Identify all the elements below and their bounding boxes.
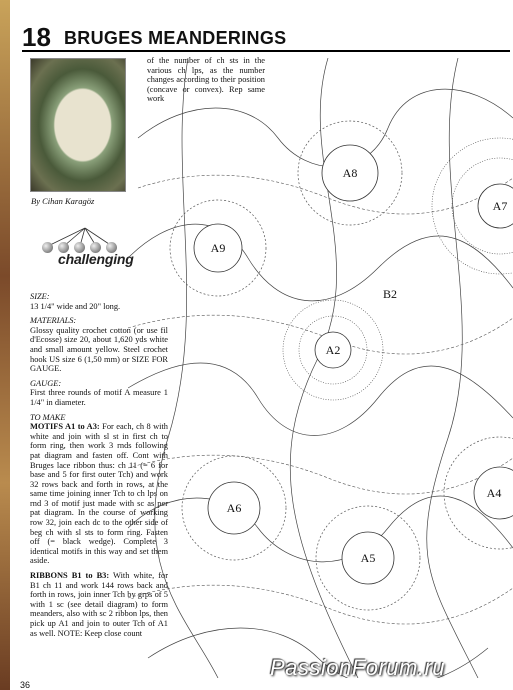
motif-a8 (298, 121, 402, 225)
label-a2: A2 (325, 343, 341, 357)
label-a9: A9 (210, 241, 226, 255)
lace-pattern-diagram (128, 58, 513, 678)
motifs-text: For each, ch 8 with white and join with sl st in first ch to form ring, then work 3 rnds following pat diagram and fasten off. Cont with Bruges lace ribbon thus: ch 11 (= 6 for base and 5 for first outer Tch) and work 32 rows back and forth in rows, at the same time joining inner Tch to ch lps on rnd 3 of motif just made with sc as per pat diagram. In the course of working row 32, join each dc to the other side of beg ch with sl sts to form ring. Fasten off (= black wedge). Complete 3 identical motifs in this way and set them aside. (30, 422, 168, 566)
motif-a7 (432, 138, 513, 274)
motifs-label: MOTIFS A1 to A3: (30, 422, 100, 432)
label-a5: A5 (360, 551, 376, 565)
materials-heading: MATERIALS: (30, 316, 77, 326)
label-a6: A6 (226, 501, 242, 515)
watermark: PassionForum.ru (270, 655, 446, 680)
byline: By Cihan Karagöz (31, 196, 95, 206)
size-heading: SIZE: (30, 292, 50, 301)
gauge-heading: GAUGE: (30, 378, 62, 388)
page-number: 36 (20, 680, 31, 690)
difficulty-label: challenging (58, 251, 134, 267)
materials-text: Glossy quality crochet cotton (or use fil d'Ecosse) size 20, about 1,620 yds white and small amount yellow. Steel crochet hook US size 6 (1,50 mm) or SIZE FOR GAUGE. (30, 325, 168, 374)
to-make-heading: TO MAKE (30, 412, 66, 422)
difficulty-badge (42, 226, 134, 276)
continued-text: of the number of ch sts in the various ch lps, as the number changes according to their position (concave or convex). Rep same work (147, 56, 265, 104)
motif-a5 (316, 506, 420, 610)
size-text: 13 1/4" wide and 20" long. (30, 301, 121, 311)
product-photo (30, 58, 126, 192)
ribbons-label: RIBBONS B1 to B3: (30, 571, 110, 581)
gauge-text: First three rounds of motif A measure 1 1/4" in diameter. (30, 388, 168, 407)
label-a7: A7 (492, 199, 508, 213)
motif-a4 (444, 437, 513, 549)
motif-a6 (182, 456, 286, 560)
article-number: 18 (22, 22, 51, 52)
label-b2: B2 (382, 287, 398, 301)
label-a8: A8 (342, 166, 358, 180)
ribbons-text: With white, for B1 ch 11 and work 144 rows back and forth in rows, join inner Tch by grps of 5 with 1 sc (see detail diagram) to form meanders, also with sc 2 ribbon lps, then pick up A1 and join to outer Tch of A1 as well. NOTE: Keep close count (30, 571, 168, 638)
badge-ball-icon (42, 242, 53, 253)
page-edge-strip (0, 0, 10, 690)
label-a4: A4 (486, 486, 502, 500)
article-header (22, 24, 510, 52)
article-title: BRUGES MEANDERINGS (64, 28, 287, 48)
